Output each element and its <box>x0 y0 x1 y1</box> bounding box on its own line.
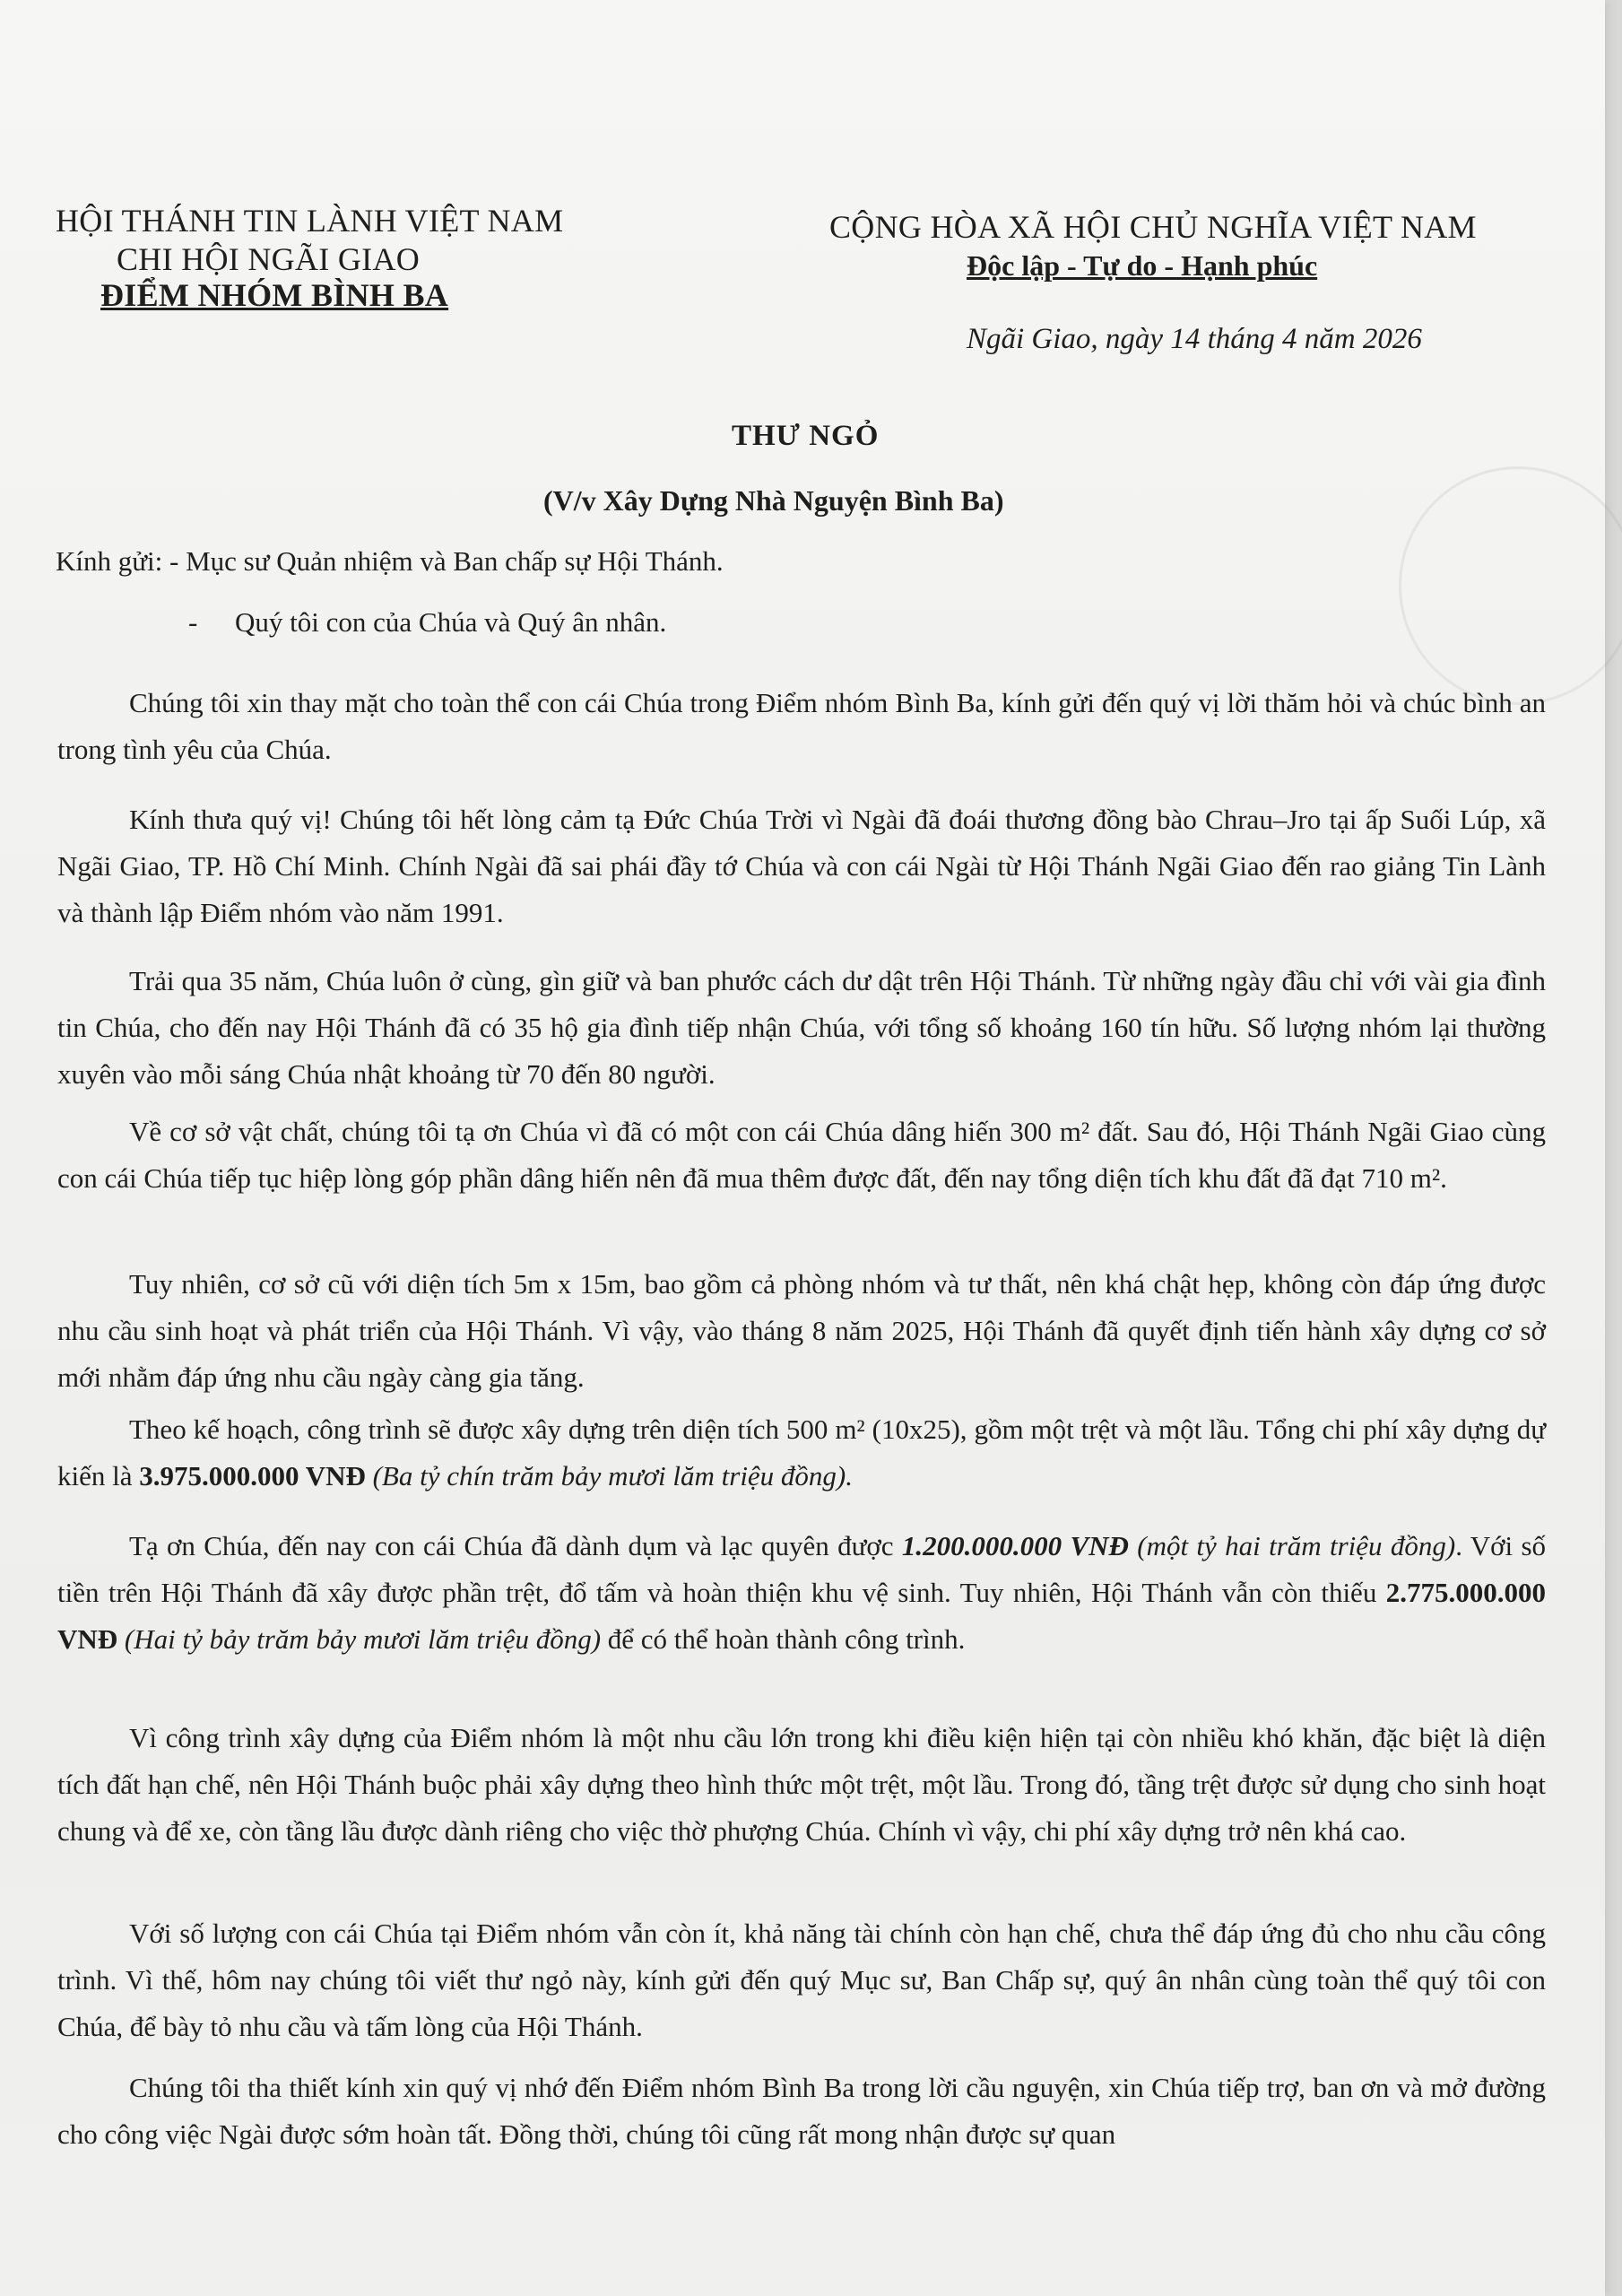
paragraph-6-text: Theo kế hoạch, công trình sẽ được xây dựng trên diện tích 500 m² (10x25), gồm một trệt và một lầu. Tổng chi phí xây dựng dự kiến là <box>57 1413 1546 1492</box>
recipient-dash: - <box>188 606 198 638</box>
paragraph-8: Vì công trình xây dựng của Điểm nhóm là một nhu cầu lớn trong khi điều kiện hiện tại còn nhiều khó khăn, đặc biệt là diện tích đất hạn chế, nên Hội Thánh buộc phải xây dựng theo hình thức một trệt, một lầu. Trong đó, tầng trệt được sử dụng cho sinh hoạt chung và để xe, còn tầng lầu được dành riêng cho việc thờ phượng Chúa. Chính vì vậy, chi phí xây dựng trở nên khá cao. <box>57 1722 1546 1847</box>
paragraph-7-text-a: Tạ ơn Chúa, đến nay con cái Chúa đã dành dụm và lạc quyên được <box>129 1530 902 1561</box>
paragraph-10: Chúng tôi tha thiết kính xin quý vị nhớ đến Điểm nhóm Bình Ba trong lời cầu nguyện, xin Chúa tiếp trợ, ban ơn và mở đường cho công việc Ngài được sớm hoàn tất. Đồng thời, chúng tôi cũng rất mong nhận được sự quan <box>57 2072 1546 2150</box>
paragraph-5: Tuy nhiên, cơ sở cũ với diện tích 5m x 15m, bao gồm cả phòng nhóm và tư thất, nên khá chật hẹp, không còn đáp ứng được nhu cầu sinh hoạt và phát triển của Hội Thánh. Vì vậy, vào tháng 8 năm 2025, Hội Thánh đã quyết định tiến hành xây dựng cơ sở mới nhằm đáp ứng nhu cầu ngày càng gia tăng. <box>57 1268 1546 1393</box>
recipient-line-2: Quý tôi con của Chúa và Quý ân nhân. <box>235 606 667 638</box>
country-name: CỘNG HÒA XÃ HỘI CHỦ NGHĨA VIỆT NAM <box>829 209 1477 245</box>
shortfall-amount-words: (Hai tỷ bảy trăm bảy mươi lăm triệu đồng) <box>124 1623 602 1655</box>
date-line: Ngãi Giao, ngày 14 tháng 4 năm 2026 <box>967 323 1422 355</box>
national-motto: Độc lập - Tự do - Hạnh phúc <box>967 249 1318 282</box>
paragraph-6 <box>57 1406 1546 1500</box>
paragraph-4: Về cơ sở vật chất, chúng tôi tạ ơn Chúa vì đã có một con cái Chúa dâng hiến 300 m² đất. Sau đó, Hội Thánh Ngãi Giao cùng con cái Chúa tiếp tục hiệp lòng góp phần dâng hiến nên đã mua thêm được đất, đến nay tổng diện tích khu đất đã đạt 710 m². <box>57 1116 1546 1194</box>
group-name: ĐIỂM NHÓM BÌNH BA <box>100 277 449 313</box>
faint-stamp-mark <box>1399 466 1622 705</box>
paragraph-7 <box>57 1523 1546 1663</box>
letter-title: THƯ NGỎ <box>732 420 880 452</box>
paragraph-9: Với số lượng con cái Chúa tại Điểm nhóm vẫn còn ít, khả năng tài chính còn hạn chế, chưa thể đáp ứng đủ cho nhu cầu công trình. Vì thế, hôm nay chúng tôi viết thư ngỏ này, kính gửi đến quý Mục sư, Ban Chấp sự, quý ân nhân cùng toàn thể quý tôi con Chúa, để bày tỏ nhu cầu và tấm lòng của Hội Thánh. <box>57 1918 1546 2042</box>
church-org-name: HỘI THÁNH TIN LÀNH VIỆT NAM <box>56 203 564 239</box>
paragraph-2: Kính thưa quý vị! Chúng tôi hết lòng cảm tạ Đức Chúa Trời vì Ngài đã đoái thương đồng bào Chrau–Jro tại ấp Suối Lúp, xã Ngãi Giao, TP. Hồ Chí Minh. Chính Ngài đã sai phái đầy tớ Chúa và con cái Ngài từ Hội Thánh Ngãi Giao đến rao giảng Tin Lành và thành lập Điểm nhóm vào năm 1991. <box>57 804 1546 928</box>
paragraph-1: Chúng tôi xin thay mặt cho toàn thể con cái Chúa trong Điểm nhóm Bình Ba, kính gửi đến quý vị lời thăm hỏi và chúc bình an trong tình yêu của Chúa. <box>57 687 1546 765</box>
letter-subject: (V/v Xây Dựng Nhà Nguyện Bình Ba) <box>543 484 1004 517</box>
total-cost-words: (Ba tỷ chín trăm bảy mươi lăm triệu đồng). <box>372 1460 854 1492</box>
raised-amount: 1.200.000.000 VNĐ <box>901 1530 1129 1561</box>
paragraph-7-text-c: để có thể hoàn thành công trình. <box>601 1623 966 1655</box>
branch-name: CHI HỘI NGÃI GIAO <box>117 241 421 277</box>
recipient-line-1: Kính gửi: - Mục sư Quản nhiệm và Ban chấp sự Hội Thánh. <box>56 545 724 577</box>
paragraph-7-text-b: . Với số tiền trên Hội Thánh đã xây được phần trệt, đổ tấm và hoàn thiện khu vệ sinh. Tuy nhiên, Hội Thánh vẫn còn thiếu <box>57 1530 1547 1608</box>
raised-amount-words: (một tỷ hai trăm triệu đồng) <box>1137 1530 1456 1561</box>
shortfall-amount: 2.775.000.000 VNĐ <box>57 1577 1546 1655</box>
paragraph-3: Trải qua 35 năm, Chúa luôn ở cùng, gìn giữ và ban phước cách dư dật trên Hội Thánh. Từ những ngày đầu chỉ với vài gia đình tin Chúa, cho đến nay Hội Thánh đã có 35 hộ gia đình tiếp nhận Chúa, với tổng số khoảng 160 tín hữu. Số lượng nhóm lại thường xuyên vào mỗi sáng Chúa nhật khoảng từ 70 đến 80 người. <box>57 965 1546 1090</box>
total-cost-amount: 3.975.000.000 VNĐ <box>139 1460 366 1492</box>
